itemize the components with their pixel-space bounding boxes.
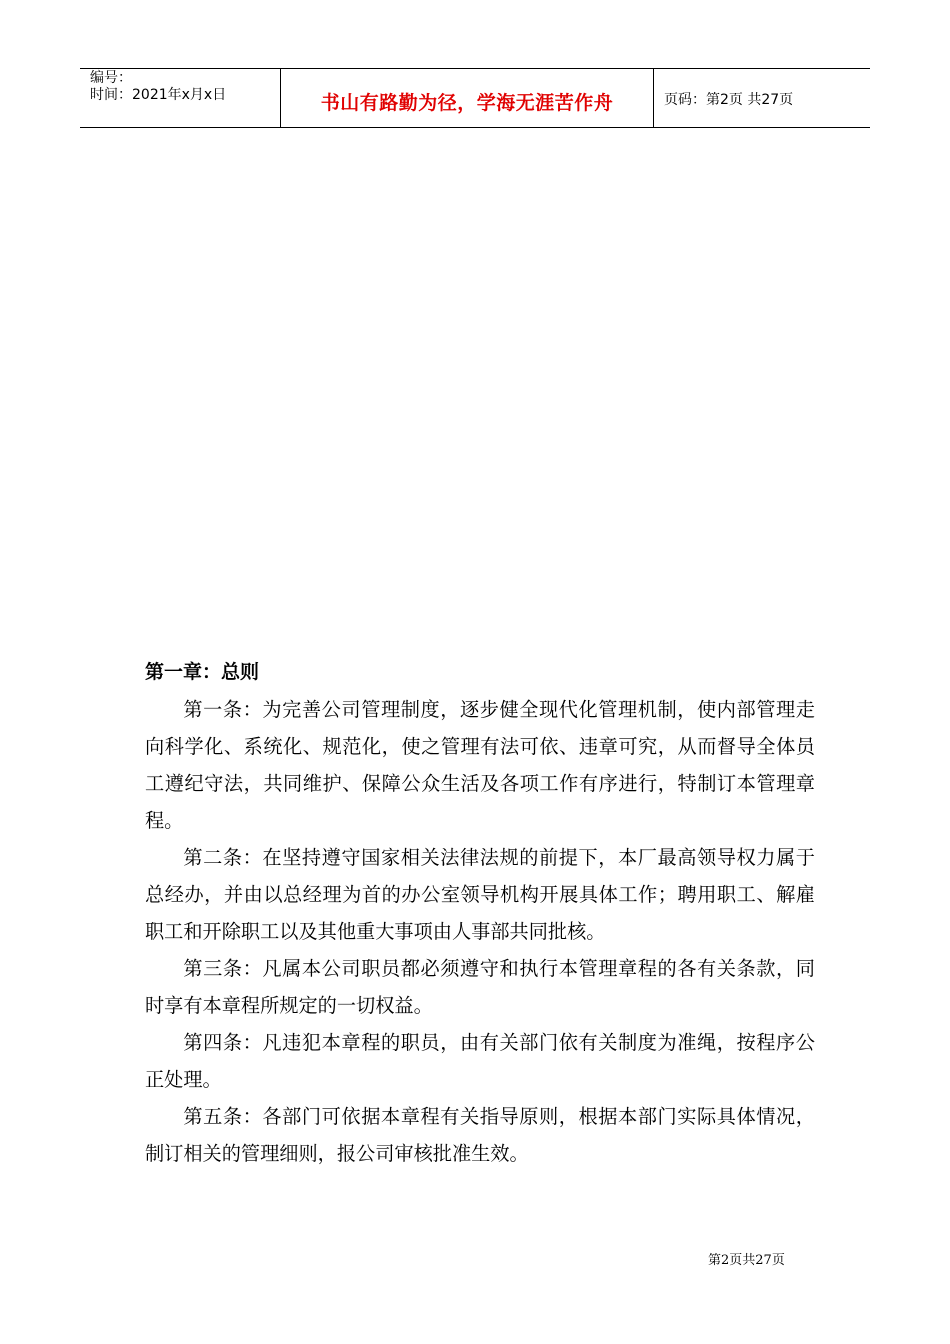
chapter-title: 第一章：总则 xyxy=(145,661,260,683)
page-footer: 第2页共27页 xyxy=(708,1253,785,1268)
article-5: 第五条：各部门可依据本章程有关指导原则，根据本部门实际具体情况，制订相关的管理细则，报公司审核批准生效。 xyxy=(145,1105,815,1165)
header-page-info: 页码：第2页 共27页 xyxy=(664,92,794,108)
header-motto: 书山有路勤为径，学海无涯苦作舟 xyxy=(281,69,654,127)
document-time-label: 时间：2021年x月x日 xyxy=(90,87,227,103)
article-1: 第一条：为完善公司管理制度，逐步健全现代化管理机制，使内部管理走向科学化、系统化、规范化，使之管理有法可依、违章可究，从而督导全体员工遵纪守法，共同维护、保障公众生活及各项工作有序进行，特制订本管理章程。 xyxy=(145,698,815,832)
article-2: 第二条：在坚持遵守国家相关法律法规的前提下，本厂最高领导权力属于总经办，并由以总经理为首的办公室领导机构开展具体工作；聘用职工、解雇职工和开除职工以及其他重大事项由人事部共同批核。 xyxy=(145,846,815,943)
article-4: 第四条：凡违犯本章程的职员，由有关部门依有关制度为准绳，按程序公正处理。 xyxy=(145,1031,815,1091)
header-meta xyxy=(80,69,281,127)
page-header xyxy=(80,68,870,128)
document-body xyxy=(145,654,815,1172)
document-number-label: 编号： xyxy=(90,70,132,86)
article-3: 第三条：凡属本公司职员都必须遵守和执行本管理章程的各有关条款，同时享有本章程所规定的一切权益。 xyxy=(145,957,815,1017)
